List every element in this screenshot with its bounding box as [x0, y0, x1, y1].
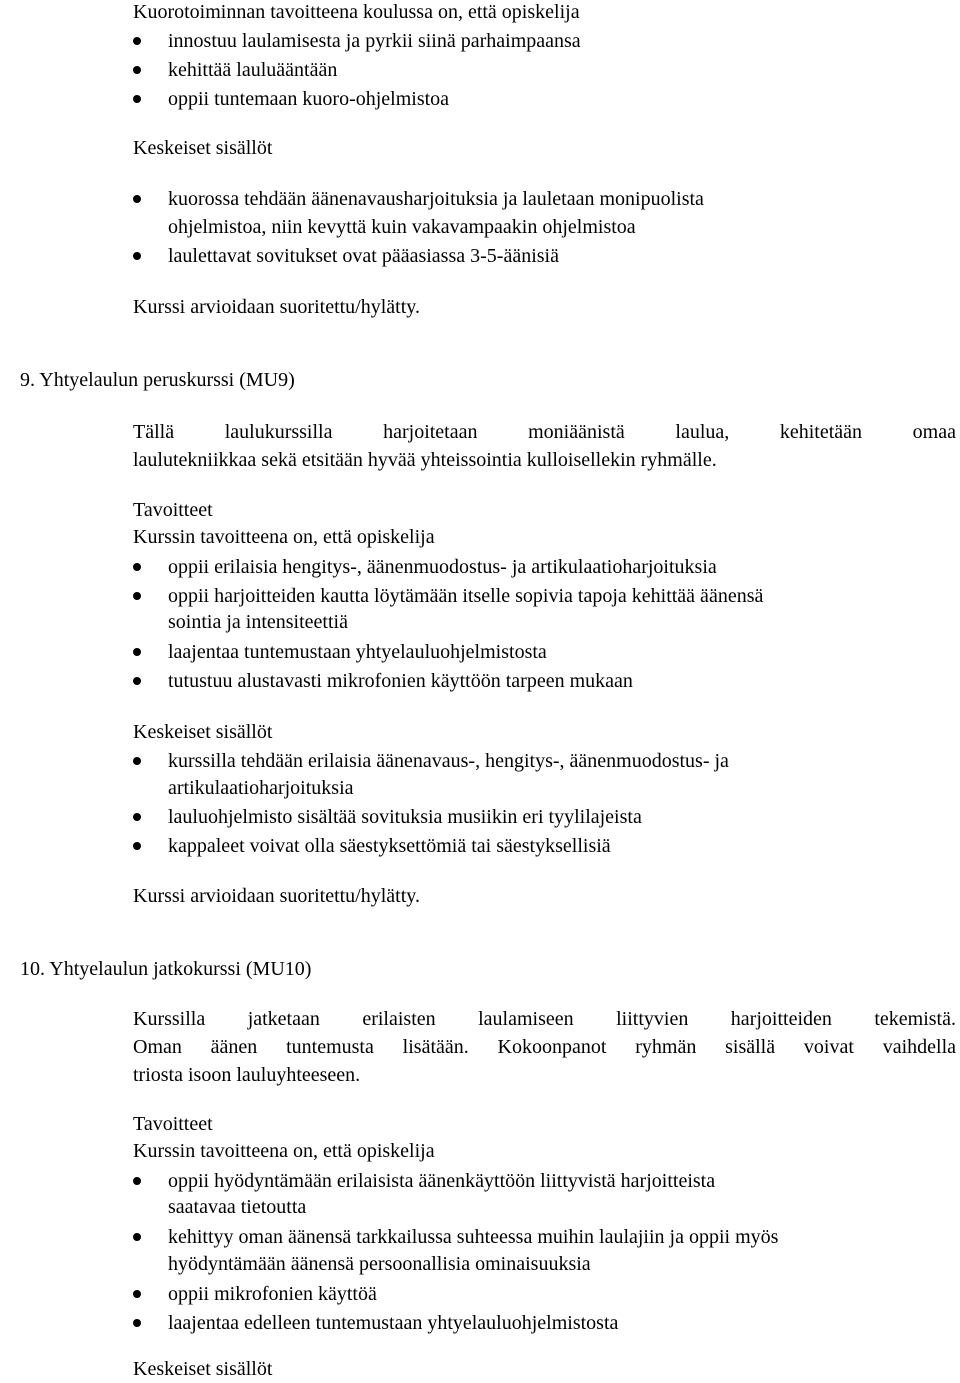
list-item-continuation: ohjelmistoa, niin kevyttä kuin vakavampaakin ohjelmistoa [168, 216, 636, 238]
kuoro-intro: Kuorotoiminnan tavoitteena koulussa on, että opiskelija [133, 1, 580, 23]
goals-intro: Kurssin tavoitteena on, että opiskelija [133, 1140, 435, 1162]
section-title-mu9: 9. Yhtyelaulun peruskurssi (MU9) [20, 369, 295, 391]
bullet-icon [133, 592, 141, 600]
list-item: kurssilla tehdään erilaisia äänenavaus-, hengitys-, äänenmuodostus- ja [168, 750, 729, 772]
list-item: oppii harjoitteiden kautta löytämään itselle sopivia tapoja kehittää äänensä [168, 585, 764, 607]
list-item-continuation: saatavaa tietoutta [168, 1196, 307, 1218]
list-item: innostuu laulamisesta ja pyrkii siinä parhaimpaansa [168, 30, 581, 52]
description-line: Oman äänen tuntemusta lisätään. Kokoonpanot ryhmän sisällä voivat vaihdella [133, 1036, 956, 1058]
bullet-icon [133, 757, 141, 765]
list-item: oppii tuntemaan kuoro-ohjelmistoa [168, 88, 450, 110]
list-item-continuation: artikulaatioharjoituksia [168, 777, 354, 799]
list-item: laulettavat sovitukset ovat pääasiassa 3-5-äänisiä [168, 245, 559, 267]
contents-heading: Keskeiset sisällöt [133, 1358, 273, 1380]
bullet-icon [133, 1290, 141, 1298]
list-item-continuation: hyödyntämään äänensä persoonallisia ominaisuuksia [168, 1253, 591, 1275]
bullet-icon [133, 677, 141, 685]
bullet-icon [133, 648, 141, 656]
contents-heading: Keskeiset sisällöt [133, 721, 273, 743]
description-line: triosta isoon lauluyhteeseen. [133, 1064, 361, 1086]
bullet-icon [133, 66, 141, 74]
goals-heading: Tavoitteet [133, 499, 213, 521]
assessment-text: Kurssi arvioidaan suoritettu/hylätty. [133, 885, 420, 907]
assessment-text: Kurssi arvioidaan suoritettu/hylätty. [133, 296, 420, 318]
list-item: kehittää lauluääntään [168, 59, 338, 81]
bullet-icon [133, 1177, 141, 1185]
description-line: laulutekniikkaa sekä etsitään hyvää yhteissointia kulloisellekin ryhmälle. [133, 449, 717, 471]
list-item: tutustuu alustavasti mikrofonien käyttöön tarpeen mukaan [168, 670, 633, 692]
list-item: kehittyy oman äänensä tarkkailussa suhteessa muihin laulajiin ja oppii myös [168, 1226, 779, 1248]
list-item: laajentaa edelleen tuntemustaan yhtyelauluohjelmistosta [168, 1312, 619, 1334]
bullet-icon [133, 842, 141, 850]
goals-heading: Tavoitteet [133, 1113, 213, 1135]
bullet-icon [133, 95, 141, 103]
bullet-icon [133, 813, 141, 821]
list-item: lauluohjelmisto sisältää sovituksia musiikin eri tyylilajeista [168, 806, 642, 828]
bullet-icon [133, 37, 141, 45]
list-item: kuorossa tehdään äänenavausharjoituksia ja lauletaan monipuolista [168, 188, 704, 210]
bullet-icon [133, 252, 141, 260]
list-item-continuation: sointia ja intensiteettiä [168, 611, 348, 633]
list-item: laajentaa tuntemustaan yhtyelauluohjelmistosta [168, 641, 547, 663]
description-line: Kurssilla jatketaan erilaisten laulamiseen liittyvien harjoitteiden tekemistä. [133, 1008, 956, 1030]
list-item: kappaleet voivat olla säestyksettömiä tai säestyksellisiä [168, 835, 611, 857]
description-line: Tällä laulukurssilla harjoitetaan moniäänistä laulua, kehitetään omaa [133, 421, 956, 443]
bullet-icon [133, 563, 141, 571]
section-title-mu10: 10. Yhtyelaulun jatkokurssi (MU10) [20, 958, 312, 980]
bullet-icon [133, 1233, 141, 1241]
list-item: oppii hyödyntämään erilaisista äänenkäyttöön liittyvistä harjoitteista [168, 1170, 716, 1192]
list-item: oppii mikrofonien käyttöä [168, 1283, 377, 1305]
bullet-icon [133, 195, 141, 203]
bullet-icon [133, 1319, 141, 1327]
contents-heading: Keskeiset sisällöt [133, 137, 273, 159]
list-item: oppii erilaisia hengitys-, äänenmuodostus- ja artikulaatioharjoituksia [168, 556, 717, 578]
goals-intro: Kurssin tavoitteena on, että opiskelija [133, 526, 435, 548]
